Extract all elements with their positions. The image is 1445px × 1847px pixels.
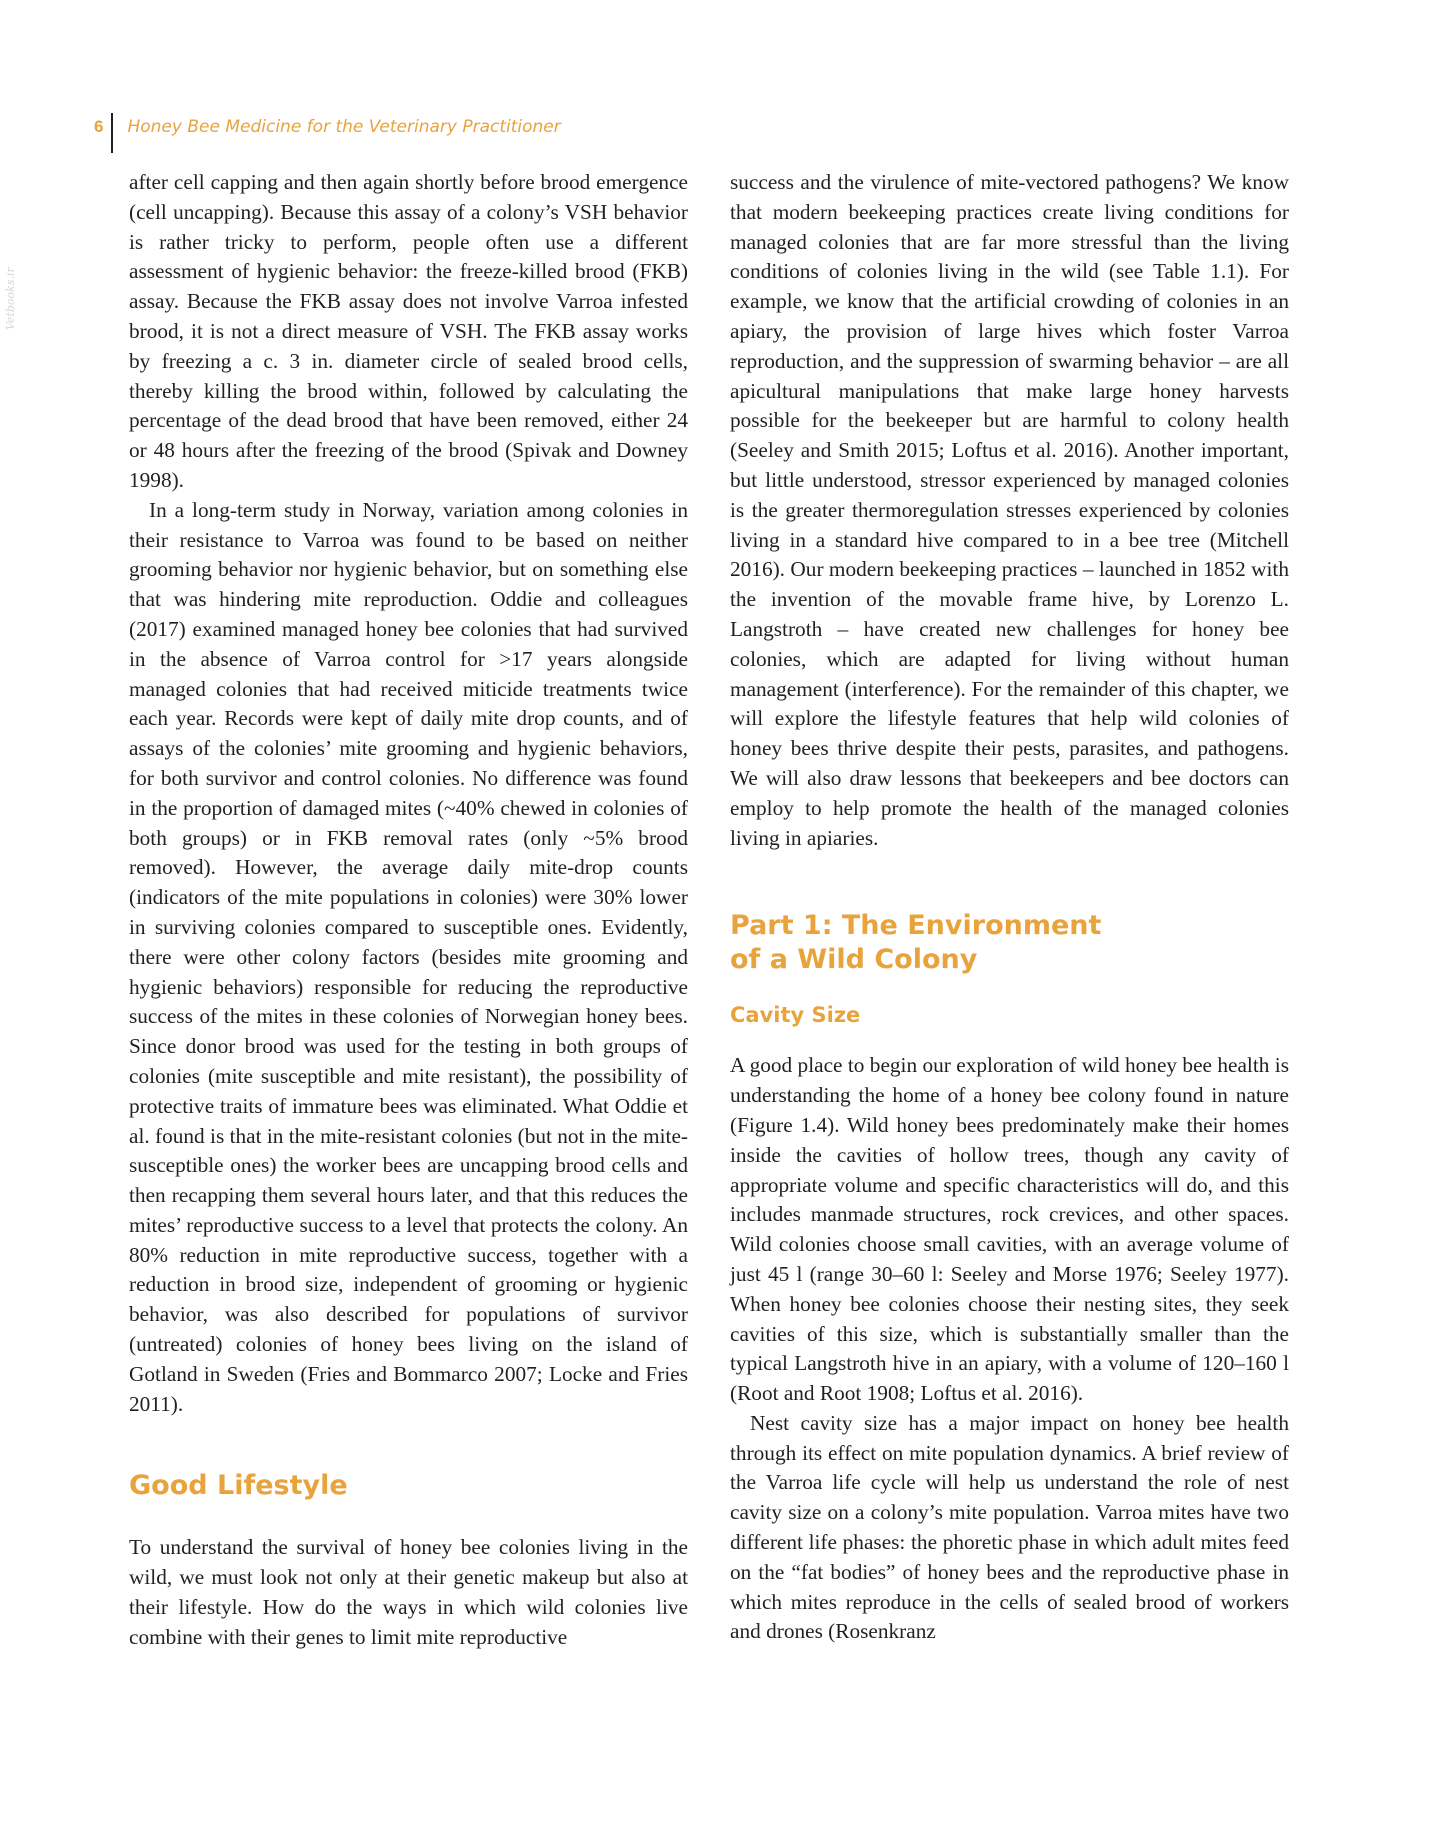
left-paragraph-3: To understand the survival of honey bee colonies living in the wild, we must look not only at their genetic makeup but also at their lifestyle. How do the ways in which wild colonies live combine with their genes to limit mite reproductive (129, 1535, 688, 1649)
right-paragraph-2: A good place to begin our exploration of wild honey bee health is understanding the home of a honey bee colony found in nature (Figure 1.4). Wild honey bees predominately make their homes inside the cavities of hollow trees, though any cavity of appropriate volume and specific characteristics will do, and this includes manmade structures, rock crevices, and other spaces. Wild colonies choose small cavities, with an average volume of just 45 l (range 30–60 l: Seeley and Morse 1976; Seeley 1977). When honey bee colonies choose their nesting sites, they seek cavities of this size, which is substantially smaller than the typical Langstroth hive in an apiary, with a volume of 120–160 l (Root and Root 1908; Loftus et al. 2016). (730, 1053, 1289, 1406)
running-header (94, 113, 561, 153)
left-paragraph-1: after cell capping and then again shortly before brood emergence (cell uncapping). Because this assay of a colony’s VSH behavior is rather tricky to perform, people often use a different assessment of hygienic behavior: the freeze-killed brood (FKB) assay. Because the FKB assay does not involve Varroa infested brood, it is not a direct measure of VSH. The FKB assay works by freezing a c. 3 in. diameter circle of sealed brood cells, thereby killing the brood within, followed by calculating the percentage of the dead brood that have been removed, either 24 or 48 hours after the freezing of the brood (Spivak and Downey 1998). (129, 170, 688, 492)
right-paragraph-1: success and the virulence of mite-vectored pathogens? We know that modern beekeeping practices create living conditions for managed colonies that are far more stressful than the living conditions of colonies living in the wild (see Table 1.1). For example, we know that the artificial crowding of colonies in an apiary, the provision of large hives which foster Varroa reproduction, and the suppression of swarming behavior – are all apicultural manipulations that make large honey harvests possible for the beekeeper but are harmful to colony health (Seeley and Smith 2015; Loftus et al. 2016). Another important, but little understood, stressor experienced by managed colonies is the greater thermoregulation stresses experienced by colonies living in a standard hive compared to in a bee tree (Mitchell 2016). Our modern beekeeping practices – launched in 1852 with the invention of the movable frame hive, by Lorenzo L. Langstroth – have created new challenges for honey bee colonies, which are adapted for living without human management (interference). For the remainder of this chapter, we will explore the lifestyle features that help wild colonies of honey bees thrive despite their pests, parasites, and pathogens. We will also draw lessons that beekeepers and bee doctors can employ to help promote the health of the managed colonies living in apiaries. (730, 170, 1289, 850)
running-title: Honey Bee Medicine for the Veterinary Practitioner (127, 117, 561, 137)
section-heading-good-lifestyle: Good Lifestyle (129, 1470, 348, 1502)
watermark: Vetbooks.ir (4, 267, 17, 330)
right-paragraph-3: Nest cavity size has a major impact on honey bee health through its effect on mite population dynamics. A brief review of the Varroa life cycle will help us understand the role of nest cavity size on a colony’s mite population. Varroa mites have two different life phases: the phoretic phase in which adult mites feed on the “fat bodies” of honey bees and the reproductive phase in which mites reproduce in the cells of sealed brood of workers and drones (Rosenkranz (730, 1410, 1289, 1644)
left-column (129, 168, 688, 1653)
right-column (730, 168, 1289, 1647)
section-heading-part1-line2: of a Wild Colony (730, 944, 978, 976)
page-number: 6 (94, 113, 113, 153)
subheading-cavity-size: Cavity Size (730, 1003, 861, 1028)
left-paragraph-2: In a long-term study in Norway, variation among colonies in their resistance to Varroa was found to be based on neither grooming behavior nor hygienic behavior, but on something else that was hindering mite reproduction. Oddie and colleagues (2017) examined managed honey bee colonies that had survived in the absence of Varroa control for >17 years alongside managed colonies that had received miticide treatments twice each year. Records were kept of daily mite drop counts, and of assays of the colonies’ mite grooming and hygienic behaviors, for both survivor and control colonies. No difference was found in the proportion of damaged mites (~40% chewed in colonies of both groups) or in FKB removal rates (only ~5% brood removed). However, the average daily mite-drop counts (indicators of the mite populations in colonies) were 30% lower in surviving colonies compared to susceptible ones. Evidently, there were other colony factors (besides mite grooming and hygienic behaviors) responsible for reducing the reproductive success of the mites in these colonies of Norwegian honey bees. Since donor brood was used for the testing in both groups of colonies (mite susceptible and mite resistant), the possibility of protective traits of immature bees was eliminated. What Oddie et al. found is that in the mite-resistant colonies (but not in the mite-susceptible ones) the worker bees are uncapping brood cells and then recapping them several hours later, and that this reduces the mites’ reproductive success to a level that protects the colony. An 80% reduction in mite reproductive success, together with a reduction in brood size, independent of grooming or hygienic behavior, was also described for populations of survivor (untreated) colonies of honey bees living on the island of Gotland in Sweden (Fries and Bommarco 2007; Locke and Fries 2011). (129, 497, 688, 1416)
section-heading-part1-line1: Part 1: The Environment (730, 910, 1102, 942)
